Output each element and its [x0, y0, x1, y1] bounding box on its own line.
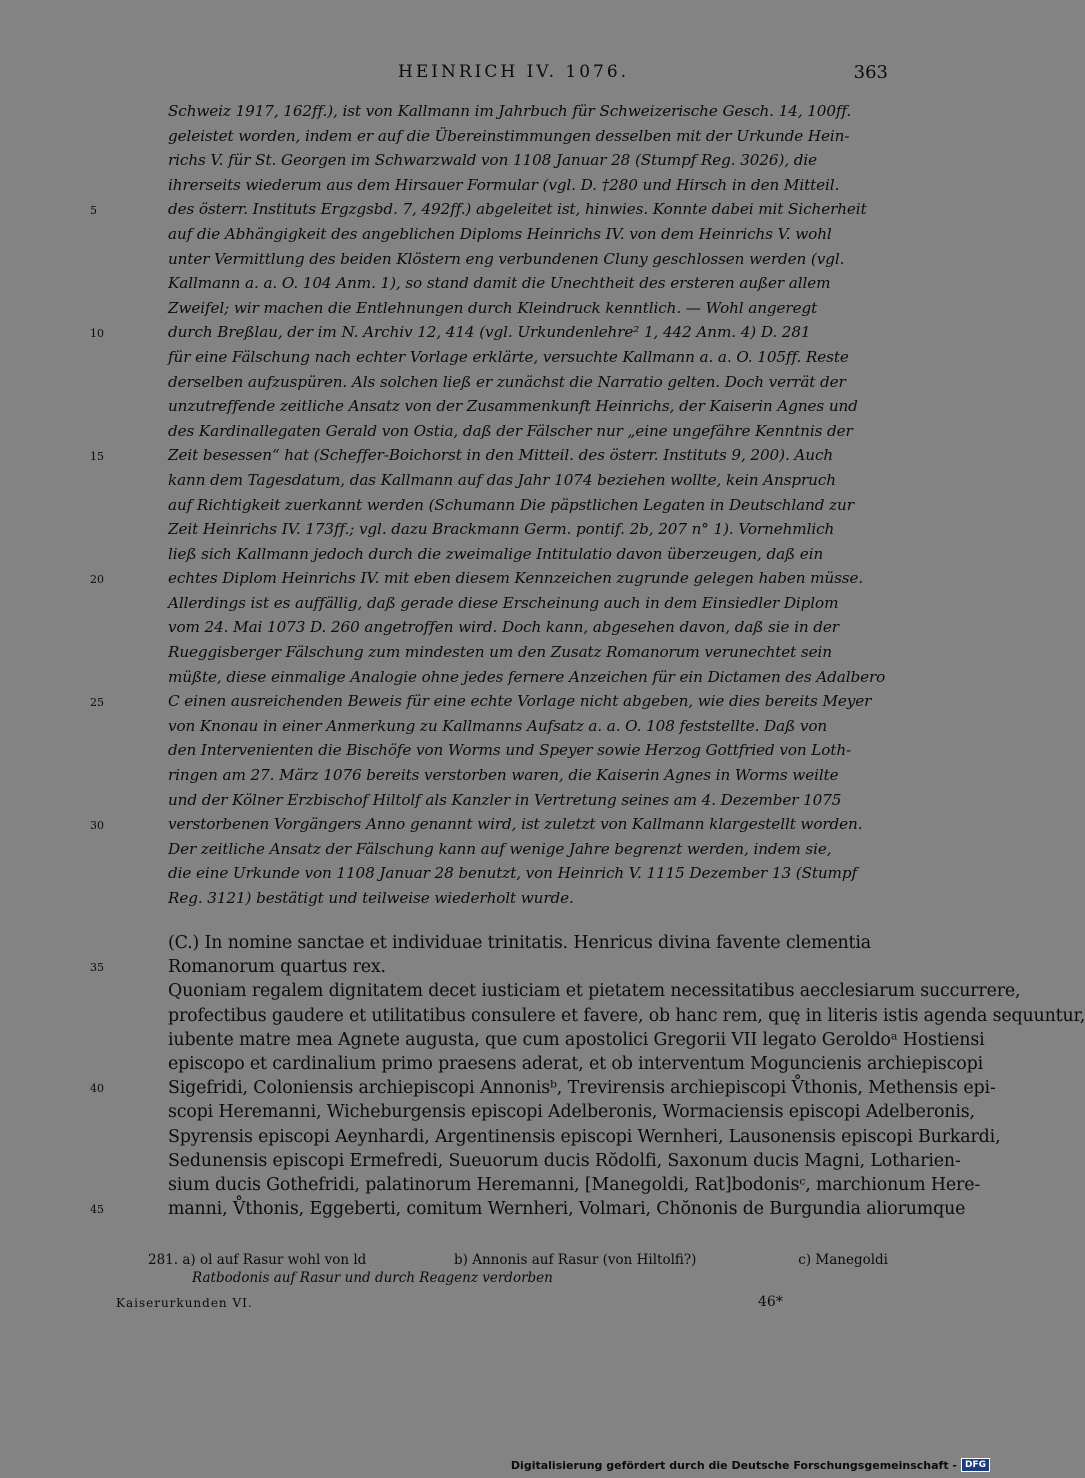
line-text: Zeit Heinrichs IV. 173ff.; vgl. dazu Brackmann Germ. pontif. 2b, 207 n° 1). Vornehmlich — [168, 520, 835, 539]
line-text: Romanorum quartus rex. — [168, 957, 386, 978]
text-line — [0, 397, 1000, 422]
text-line — [0, 957, 1000, 981]
signature-mark: 46* — [758, 1294, 783, 1310]
text-line — [0, 717, 1000, 742]
line-text: echtes Diplom Heinrichs IV. mit eben diesem Kennzeichen zugrunde gelegen haben müsse. — [168, 569, 864, 588]
text-line — [0, 250, 1000, 275]
text-line — [0, 618, 1000, 643]
text-line — [0, 1199, 1000, 1223]
line-text: verstorbenen Vorgängers Anno genannt wird, ist zuletzt von Kallmann klargestellt worden. — [168, 815, 863, 834]
text-line — [0, 323, 1000, 348]
text-line — [0, 981, 1021, 1005]
text-line — [0, 1078, 1000, 1102]
line-text: Allerdings ist es auffällig, daß gerade diese Erscheinung auch in dem Einsiedler Diplom — [168, 593, 839, 612]
text-line — [0, 569, 1000, 594]
text-line — [0, 1102, 1000, 1126]
text-line — [0, 889, 1000, 914]
text-line — [0, 422, 1000, 447]
text-line — [0, 274, 1000, 299]
text-line — [0, 692, 1000, 717]
footnotes — [148, 1252, 888, 1288]
line-text: von Knonau in einer Anmerkung zu Kallmanns Aufsatz a. a. O. 108 feststellte. Daß von — [168, 716, 828, 735]
line-text: geleistet worden, indem er auf die Übereinstimmungen desselben mit der Urkunde Hein- — [168, 126, 850, 145]
text-line — [0, 102, 1000, 127]
line-text: profectibus gaudere et utilitatibus consulere et favere, ob hanc rem, quę in literis istis agenda sequuntur, — [168, 1005, 1085, 1026]
line-text: müßte, diese einmalige Analogie ohne jedes fernere Anzeichen für ein Dictamen des Adalbero — [168, 667, 886, 686]
line-text: Kallmann a. a. O. 104 Anm. 1), so stand damit die Unechtheit des ersteren außer allem — [168, 274, 831, 293]
text-line — [0, 496, 1000, 521]
text-line — [0, 933, 1000, 957]
line-text: den Intervenienten die Bischöfe von Worms und Speyer sowie Herzog Gottfried von Loth- — [168, 741, 852, 760]
running-header — [168, 62, 888, 86]
dfg-credit-text: Digitalisierung gefördert durch die Deutsche Forschungsgemeinschaft - — [510, 1458, 957, 1472]
footnote-c-continuation: Ratbodonis auf Rasur und durch Reagenz verdorben — [192, 1270, 553, 1286]
line-text: Reg. 3121) bestätigt und teilweise wiederholt wurde. — [168, 889, 574, 907]
text-line — [0, 545, 1000, 570]
footnote-c: c) Manegoldi — [798, 1252, 888, 1268]
text-line — [0, 446, 1000, 471]
line-number: 5 — [90, 204, 97, 218]
line-text: derselben aufzuspüren. Als solchen ließ er zunächst die Narratio gelten. Doch verrät der — [168, 372, 846, 391]
preface-commentary — [0, 102, 1000, 914]
line-text: Schweiz 1917, 162ff.), ist von Kallmann im Jahrbuch für Schweizerische Gesch. 14, 100ff. — [168, 102, 852, 120]
volume-label: Kaiserurkunden VI. — [116, 1296, 253, 1310]
line-text: Zweifel; wir machen die Entlehnungen durch Kleindruck kenntlich. — Wohl angeregt — [168, 298, 818, 317]
line-text: ihrerseits wiederum aus dem Hirsauer Formular (vgl. D. †280 und Hirsch in den Mitteil. — [168, 175, 840, 194]
line-text: richs V. für St. Georgen im Schwarzwald von 1108 Januar 28 (Stumpf Reg. 3026), die — [168, 151, 818, 170]
text-line — [0, 1175, 1000, 1199]
text-line — [0, 791, 1000, 816]
text-line — [0, 766, 1000, 791]
text-line — [0, 471, 1000, 496]
line-number: 15 — [90, 450, 104, 464]
line-text: C einen ausreichenden Beweis für eine echte Vorlage nicht abgeben, wie dies bereits Meyer — [168, 692, 872, 711]
line-number: 35 — [90, 961, 104, 975]
line-number: 30 — [90, 819, 104, 833]
text-line — [0, 741, 1000, 766]
text-line — [0, 643, 1000, 668]
line-text: des österr. Instituts Ergzgsbd. 7, 492ff.) abgeleitet ist, hinwies. Konnte dabei mit Sicherheit — [168, 200, 867, 219]
text-line — [0, 1151, 1000, 1175]
dfg-credit — [511, 1458, 990, 1472]
line-text: Rueggisberger Fälschung zum mindesten um den Zusatz Romanorum verunechtet sein — [168, 643, 832, 662]
line-text: unter Vermittlung des beiden Klöstern eng verbundenen Cluny geschlossen werden (vgl. — [168, 249, 845, 268]
text-line — [0, 1005, 1085, 1030]
line-text: scopi Heremanni, Wicheburgensis episcopi Adelberonis, Wormaciensis episcopi Adelberonis, — [168, 1102, 975, 1123]
line-text: Quoniam regalem dignitatem decet iusticiam et pietatem necessitatibus aecclesiarum succurrere, — [168, 981, 1021, 1002]
line-text: (C.) In nomine sanctae et individuae trinitatis. Henricus divina favente clementia — [168, 933, 871, 953]
text-line — [0, 520, 1000, 545]
line-number: 25 — [90, 696, 104, 710]
line-number: 40 — [90, 1082, 104, 1096]
text-line — [0, 840, 1000, 865]
line-text: Sedunensis episcopi Ermefredi, Sueuorum ducis Rŏdolfi, Saxonum ducis Magni, Lotharien- — [168, 1150, 961, 1171]
line-number: 45 — [90, 1203, 104, 1217]
text-line — [0, 151, 1000, 176]
text-line — [0, 348, 1000, 373]
charter-text — [0, 933, 1085, 1223]
running-title: HEINRICH IV. 1076. — [398, 62, 630, 82]
text-line — [0, 668, 1000, 693]
dfg-logo-icon: DFG — [961, 1458, 990, 1472]
page-number: 363 — [853, 62, 888, 83]
text-line — [0, 1127, 1000, 1151]
line-text: sium ducis Gothefridi, palatinorum Heremanni, [Manegoldi, Rat]bodonisᶜ, marchionum Here- — [168, 1174, 981, 1195]
line-text: ließ sich Kallmann jedoch durch die zweimalige Intitulatio davon überzeugen, daß ein — [168, 544, 824, 563]
line-text: iubente matre mea Agnete augusta, que cum apostolici Gregorii VII legato Geroldoᵃ Hostiensi — [168, 1029, 985, 1050]
text-line — [0, 176, 1000, 201]
line-text: Sigefridi, Coloniensis archiepiscopi Annonisᵇ, Trevirensis archiepiscopi V̊thonis, Methensis epi- — [168, 1078, 996, 1099]
line-text: auf die Abhängigkeit des angeblichen Diploms Heinrichs IV. von dem Heinrichs V. wohl — [168, 224, 832, 243]
line-text: kann dem Tagesdatum, das Kallmann auf das Jahr 1074 beziehen wollte, kein Anspruch — [168, 470, 836, 489]
line-text: vom 24. Mai 1073 D. 260 angetroffen wird. Doch kann, abgesehen davon, daß sie in der — [168, 618, 839, 637]
line-number: 20 — [90, 573, 104, 587]
text-line — [0, 299, 1000, 324]
line-text: Spyrensis episcopi Aeynhardi, Argentinensis episcopi Wernheri, Lausonensis episcopi Burkardi, — [168, 1126, 1001, 1147]
line-text: unzutreffende zeitliche Ansatz von der Zusammenkunft Heinrichs, der Kaiserin Agnes und — [168, 397, 858, 416]
line-text: des Kardinallegaten Gerald von Ostia, daß der Fälscher nur „eine ungefähre Kenntnis der — [168, 421, 853, 440]
text-line — [0, 1054, 1000, 1078]
line-text: Zeit besessen“ hat (Scheffer-Boichorst in den Mitteil. des österr. Instituts 9, 200). Auch — [168, 446, 834, 465]
text-line — [0, 127, 1000, 152]
line-text: durch Breßlau, der im N. Archiv 12, 414 (vgl. Urkundenlehre² 1, 442 Anm. 4) D. 281 — [168, 323, 811, 342]
footnote-a: 281. a) ol auf Rasur wohl von ld — [148, 1252, 367, 1268]
text-line — [0, 200, 1000, 225]
line-text: Der zeitliche Ansatz der Fälschung kann auf wenige Jahre begrenzt werden, indem sie, — [168, 839, 832, 858]
line-number: 10 — [90, 327, 104, 341]
line-text: manni, V̊thonis, Eggeberti, comitum Wernheri, Volmari, Chŏnonis de Burgundia aliorumque — [168, 1199, 966, 1220]
line-text: auf Richtigkeit zuerkannt werden (Schumann Die päpstlichen Legaten in Deutschland zur — [168, 495, 854, 514]
line-text: ringen am 27. März 1076 bereits verstorben waren, die Kaiserin Agnes in Worms weilte — [168, 766, 839, 785]
footnote-b: b) Annonis auf Rasur (von Hiltolfi?) — [454, 1252, 697, 1268]
line-text: die eine Urkunde von 1108 Januar 28 benutzt, von Heinrich V. 1115 Dezember 13 (Stumpf — [168, 864, 857, 883]
text-line — [0, 864, 1000, 889]
text-line — [0, 373, 1000, 398]
text-line — [0, 594, 1000, 619]
line-text: episcopo et cardinalium primo praesens aderat, et ob interventum Moguncienis archiepiscopi — [168, 1053, 984, 1074]
line-text: für eine Fälschung nach echter Vorlage erklärte, versuchte Kallmann a. a. O. 105ff. Reste — [168, 347, 849, 366]
line-text: und der Kölner Erzbischof Hiltolf als Kanzler in Vertretung seines am 4. Dezember 1075 — [168, 790, 842, 809]
text-line — [0, 815, 1000, 840]
text-line — [0, 225, 1000, 250]
text-line — [0, 1030, 1000, 1054]
